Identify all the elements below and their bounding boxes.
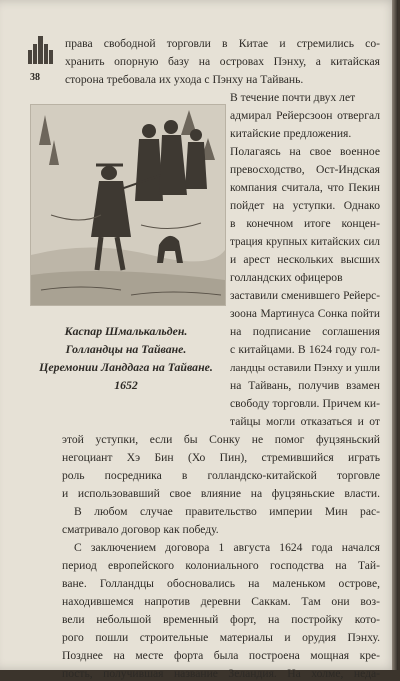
figure-caption-line: 1652 xyxy=(114,378,138,392)
text-line: Позднее на месте форта была построена мощная кре- xyxy=(62,649,380,662)
text-line: рого пошли строительные материалы и орудия Пэнху. xyxy=(62,631,380,644)
page-number: 38 xyxy=(30,72,40,83)
text-line: на подписание соглашения xyxy=(230,325,380,338)
text-line: в конечном итоге концен- xyxy=(230,217,380,230)
page-edge-shadow xyxy=(392,0,398,670)
text-line: на Тайвань, получив взамен xyxy=(230,379,380,392)
text-line: Полагаясь на свое военное xyxy=(230,145,380,158)
text-line: находившемся напротив деревни Саккам. Там они воз- xyxy=(62,595,380,608)
text-line: сторона требовала их ухода с Пэнху на Тайвань. xyxy=(65,73,304,86)
figure-caption-line: Церемонии Ланддага на Тайване. xyxy=(39,360,213,374)
text-line: этой уступки, если бы Сонку не помог фуцзяньский xyxy=(62,433,380,446)
text-line: голландских офицеров xyxy=(230,271,343,284)
text-line: превосходство, Ост-Индская xyxy=(230,163,380,176)
text-line: китайские предложения. xyxy=(230,127,352,140)
text-line: пойдет на уступки. Однако xyxy=(230,199,380,212)
text-line: негоциант Хэ Бин (Хо Пин), стремившийся играть xyxy=(62,451,380,464)
text-line: С заключением договора 1 августа 1624 года начался xyxy=(74,541,380,554)
engraving-illustration xyxy=(30,104,226,306)
text-line: свободу торговли. Причем ки- xyxy=(230,397,380,410)
figure-caption-line: Каспар Шмалькальден. xyxy=(64,324,188,338)
text-line: и арест нескольких высших xyxy=(230,253,380,266)
text-line: В любом случае правительство империи Мин рас- xyxy=(74,505,380,518)
text-line: пость, получившая название Зеландия. На холме, неда- xyxy=(62,667,380,680)
text-line: компания считала, что Пекин xyxy=(230,181,380,194)
text-line: ландцы оставили Пэнху и ушли xyxy=(230,362,380,374)
text-line: зоона Мартинуса Сонка пойти xyxy=(230,308,380,320)
text-line: адмирал Рейерсзоон отвергал xyxy=(230,109,380,122)
text-line: тайцы могли отказаться и от xyxy=(230,415,380,428)
text-line: вели небольшой временный форт, на постройку кото- xyxy=(62,613,380,626)
text-line: хранить опорную базу на островах Пэнху, а китайская xyxy=(65,55,380,68)
text-line: с китайцами. В 1624 году гол- xyxy=(230,343,380,356)
text-line: и использовавший свое влияние на фуцзяньские власти. xyxy=(62,487,380,500)
text-line: сматривало договор как победу. xyxy=(62,523,219,536)
text-line: заставили сменившего Рейерс- xyxy=(230,290,380,302)
text-line: ване. Голландцы обосновались на маленьком острове, xyxy=(62,577,380,590)
text-line: права свободной торговли в Китае и стремились со- xyxy=(65,37,380,50)
figure-caption-line: Голландцы на Тайване. xyxy=(65,342,187,356)
text-line: период европейского колониального господства на Тай- xyxy=(62,559,380,572)
text-line: трация крупных китайских сил xyxy=(230,236,380,248)
text-line: В течение почти двух лет xyxy=(230,91,356,104)
building-logo-icon xyxy=(28,36,54,64)
text-line: роль посредника в голландско-китайской торговле xyxy=(62,469,380,482)
